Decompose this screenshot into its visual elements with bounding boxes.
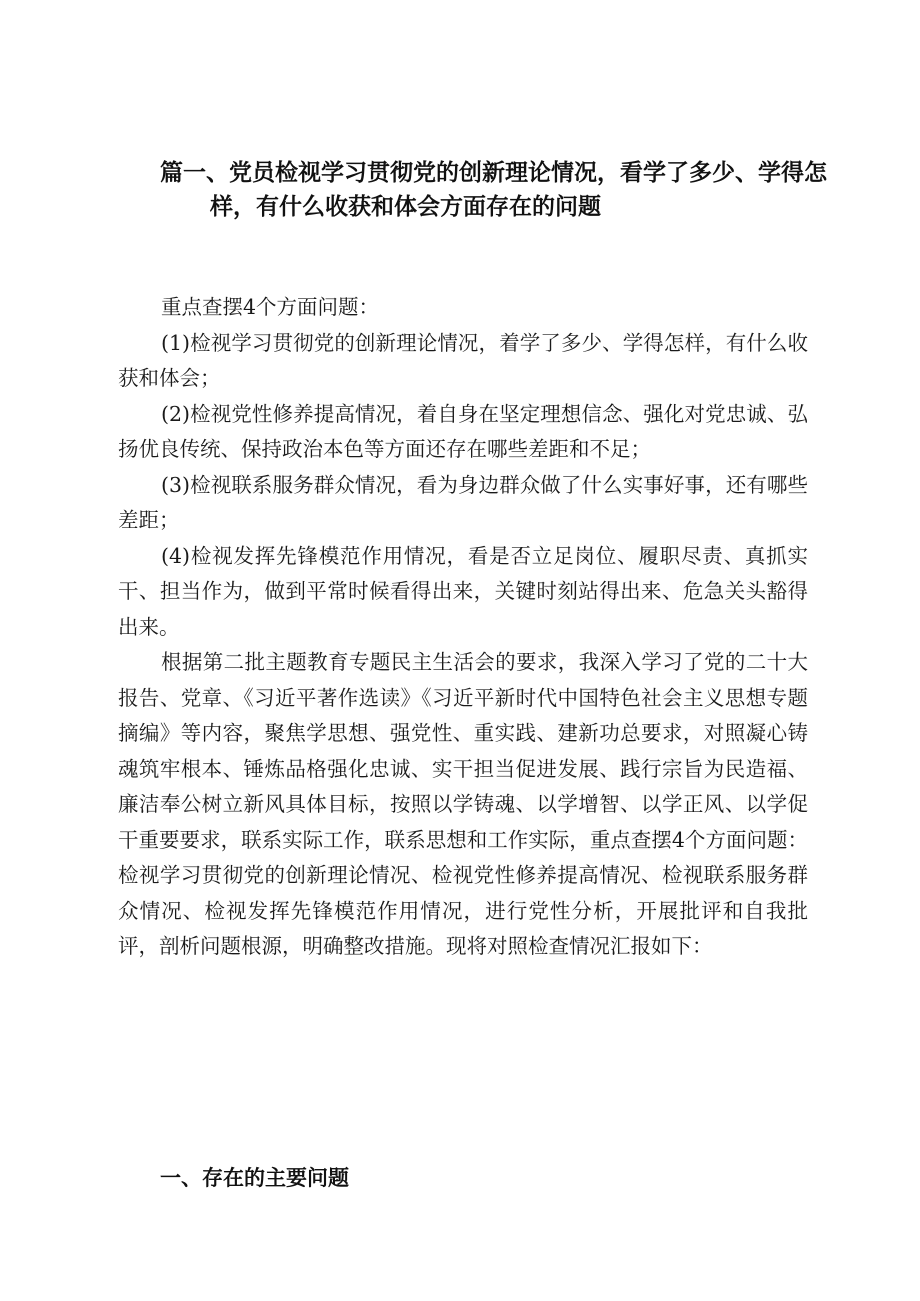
paragraph-main: 根据第二批主题教育专题民主生活会的要求，我深入学习了党的二十大报告、党章、《习近平著作选读》《习近平新时代中国特色社会主义思想专题摘编》等内容，聚焦学思想、强党性、重实践、建新功总要求，对照凝心铸魂筑牢根本、锤炼品格强化忠诚、实干担当促进发展、践行宗旨为民造福、廉洁奉公树立新风具体目标，按照以学铸魂、以学增智、以学正风、以学促干重要要求，联系实际工作，联系思想和工作实际，重点查摆4个方面问题：检视学习贯彻党的创新理论情况、检视党性修养提高情况、检视联系服务群众情况、检视发挥先锋模范作用情况，进行党性分析，开展批评和自我批评，剖析问题根源，明确整改措施。现将对照检查情况汇报如下： xyxy=(118,650,808,958)
title-line-2: 样，有什么收获和体会方面存在的问题 xyxy=(210,194,601,220)
section-heading: 一、存在的主要问题 xyxy=(160,1166,349,1190)
document-title xyxy=(160,156,850,224)
title-line-1: 篇一、党员检视学习贯彻党的创新理论情况，看学了多少、学得怎 xyxy=(160,160,827,186)
document-body xyxy=(118,290,808,965)
paragraph-item-2: (2)检视党性修养提高情况，着自身在坚定理想信念、强化对党忠诚、弘扬优良传统、保持政治本色等方面还存在哪些差距和不足； xyxy=(118,401,808,461)
paragraph-item-1: (1)检视学习贯彻党的创新理论情况，着学了多少、学得怎样，有什么收获和体会； xyxy=(118,330,808,390)
paragraph-item-3: (3)检视联系服务群众情况，看为身边群众做了什么实事好事，还有哪些差距； xyxy=(118,472,808,532)
paragraph-item-4: (4)检视发挥先锋模范作用情况，看是否立足岗位、履职尽责、真抓实干、担当作为，做到平常时候看得出来，关键时刻站得出来、危急关头豁得出来。 xyxy=(118,543,808,639)
paragraph-intro: 重点查摆4个方面问题： xyxy=(161,295,380,319)
